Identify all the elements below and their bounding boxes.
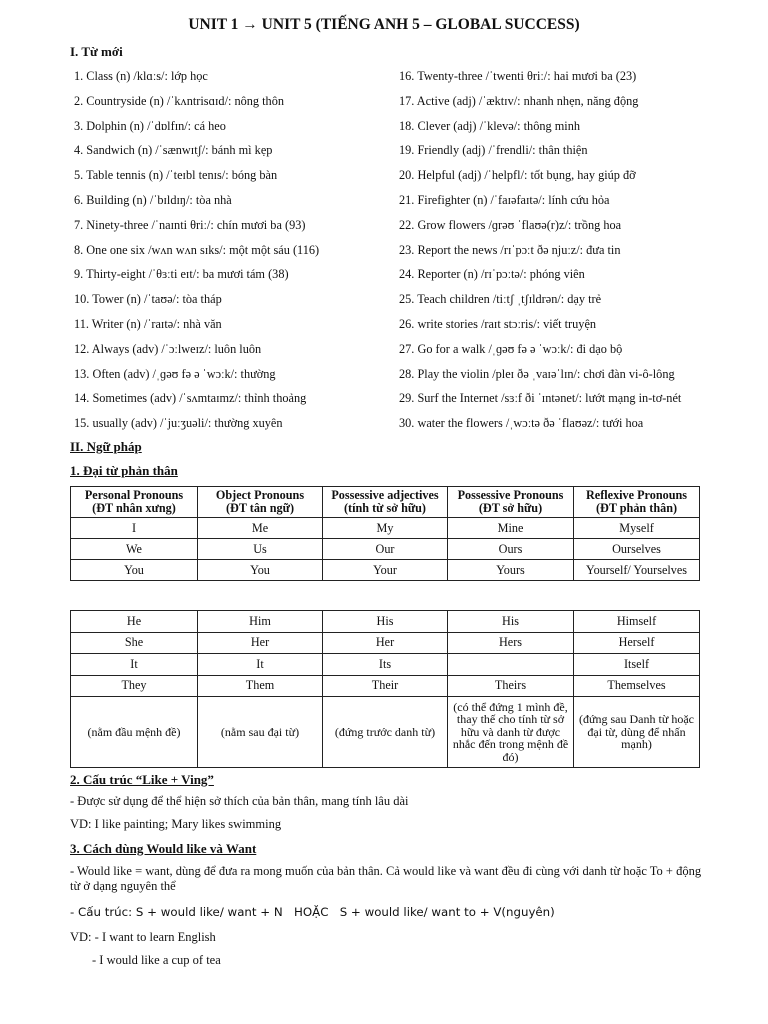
table-cell: Theirs [448,675,574,697]
vocab-item: 10. Tower (n) /ˈtaʊə/: tòa tháp [74,292,222,307]
header-label: Personal Pronouns [84,488,184,502]
vocab-item: 15. usually (adv) /ˈjuːʒuəli/: thường xuyên [74,416,283,431]
table-cell: His [448,611,574,633]
table-cell: Her [323,632,448,654]
table-cell: He [71,611,198,633]
table-cell: She [71,632,198,654]
would-like-example-1: VD: - I want to learn English [70,930,216,944]
table-cell: It [198,654,323,676]
vocab-list-left [74,64,319,436]
like-ving-example: VD: I like painting; Mary likes swimming [70,817,282,831]
would-like-usage: - Would like = want, dùng để đưa ra mong muốn của bản thân. Cả would like và want đều đi cùng với danh từ hoặc To + động từ ở dạng nguyên thể [70,864,702,893]
header-sublabel: (ĐT tân ngữ) [225,501,295,515]
table-note-cell: (có thể đứng 1 mình đề, thay thế cho tính từ sở hữu và danh từ được nhắc đến trong mệnh đề đó) [448,697,574,768]
vocab-item: 6. Building (n) /ˈbɪldɪŋ/: tòa nhà [74,192,232,207]
table-cell: Themselves [574,675,700,697]
table-note-cell: (nằm sau đại từ) [198,697,323,768]
table-row [71,675,700,697]
header-label: Object Pronouns [215,488,305,502]
table-cell: Herself [574,632,700,654]
like-ving-heading: 2. Cấu trúc “Like + Ving” [70,772,214,787]
table-cell [448,654,574,676]
vocab-item: 7. Ninety-three /ˈnaɪnti θriː/: chín mươi ba (93) [74,217,306,232]
table-row [71,560,700,581]
table-cell: They [71,675,198,697]
table-header-cell [323,487,448,518]
table-cell: You [71,560,198,581]
table-cell: I [71,518,198,539]
table-cell: Yourself/ Yourselves [574,560,700,581]
vocab-list-right [399,64,681,436]
header-label: Reflexive Pronouns [586,488,687,502]
would-like-structure [70,905,710,920]
table-cell: Their [323,675,448,697]
table-header-cell [448,487,574,518]
section-grammar-heading: II. Ngữ pháp [70,439,142,454]
table-cell: Mine [448,518,574,539]
header-sublabel: (ĐT phản thân) [595,501,678,515]
vocab-item: 25. Teach children /tiːtʃ ˌtʃɪldrən/: dạy trẻ [399,292,602,307]
vocab-item: 9. Thirty-eight /ˈθɜːti eɪt/: ba mươi tám (38) [74,267,289,282]
vocab-item: 28. Play the violin /pleɪ ðə ˌvaɪəˈlɪn/: chơi đàn vi-ô-lông [399,366,675,381]
vocab-item: 24. Reporter (n) /rɪˈpɔːtə/: phóng viên [399,267,585,282]
table-cell: Its [323,654,448,676]
table-row [71,539,700,560]
pronoun-table-1 [70,486,700,581]
table-cell: Your [323,560,448,581]
section-vocabulary-heading: I. Từ mới [70,44,123,59]
structure-text: - Cấu trúc: S + would like/ want + N HOẶC S + would like/ want to + V(nguyên) [70,905,555,919]
vocab-item: 14. Sometimes (adv) /ˈsʌmtaɪmz/: thỉnh thoảng [74,391,307,406]
vocab-item: 1. Class (n) /klɑːs/: lớp học [74,69,208,83]
table-cell: You [198,560,323,581]
table-cell: Him [198,611,323,633]
header-sublabel: (ĐT sở hữu) [478,501,543,515]
would-like-want-heading: 3. Cách dùng Would like và Want [70,841,257,856]
reflexive-pronouns-heading: 1. Đại từ phản thân [70,463,178,478]
table-note-cell: (nằm đầu mệnh đề) [71,697,198,768]
table-row [71,518,700,539]
table-cell: Himself [574,611,700,633]
table-cell: My [323,518,448,539]
table-row [71,611,700,633]
table-header-cell [198,487,323,518]
header-label: Possessive Pronouns [457,488,564,502]
vocab-item: 21. Firefighter (n) /ˈfaɪəfaɪtə/: lính cứu hỏa [399,192,610,207]
table-cell: Our [323,539,448,560]
table-cell: Hers [448,632,574,654]
vocab-item: 2. Countryside (n) /ˈkʌntrisɑɪd/: nông thôn [74,93,285,108]
table-cell: Her [198,632,323,654]
vocab-item: 3. Dolphin (n) /ˈdɒlfɪn/: cá heo [74,118,226,133]
table-row [71,632,700,654]
vocab-item: 30. water the flowers /ˌwɔːtə ðə ˈflaʊəz/: tưới hoa [399,416,644,431]
vocab-item: 12. Always (adv) /ˈɔːlweɪz/: luôn luôn [74,341,262,356]
vocab-item: 26. write stories /raɪt stɔːris/: viết truyện [399,316,597,331]
table-cell: Itself [574,654,700,676]
table-header-cell [574,487,700,518]
table-header-cell [71,487,198,518]
table-cell: We [71,539,198,560]
vocab-item: 19. Friendly (adj) /ˈfrendli/: thân thiện [399,143,588,158]
vocab-item: 4. Sandwich (n) /ˈsænwɪtʃ/: bánh mì kẹp [74,143,273,158]
vocab-item: 29. Surf the Internet /sɜːf ði ˈɪntənet/: lướt mạng in-tơ-nét [399,391,682,406]
page-title: UNIT 1 → UNIT 5 (TIẾNG ANH 5 – GLOBAL SUCCESS) [188,16,580,33]
pronoun-table-2 [70,610,700,768]
would-like-example-2: - I would like a cup of tea [92,953,221,967]
like-ving-usage: - Được sử dụng để thể hiện sở thích của bản thân, mang tính lâu dài [70,794,409,808]
vocab-item: 5. Table tennis (n) /ˈteɪbl tenɪs/: bóng bàn [74,168,278,183]
table-cell: Ours [448,539,574,560]
vocab-item: 11. Writer (n) /ˈraɪtə/: nhà văn [74,316,222,331]
table-cell: Yours [448,560,574,581]
table-cell: Ourselves [574,539,700,560]
table-note-cell: (đứng sau Danh từ hoặc đại từ, dùng để nhấn mạnh) [574,697,700,768]
vocab-item: 8. One one six /wʌn wʌn sɪks/: một một sáu (116) [74,242,320,257]
table-row [71,654,700,676]
vocab-item: 17. Active (adj) /ˈæktɪv/: nhanh nhẹn, năng động [399,93,639,108]
table-note-cell: (đứng trước danh từ) [323,697,448,768]
table-cell: Myself [574,518,700,539]
pronoun-table-header [71,487,700,518]
vocab-item: 27. Go for a walk /ˌɡəʊ fə ə ˈwɔːk/: đi dạo bộ [399,341,623,356]
table-cell: Me [198,518,323,539]
vocab-item: 22. Grow flowers /ɡrəʊ ˈflaʊə(r)z/: trồng hoa [399,217,622,232]
table-cell: Them [198,675,323,697]
table-cell: It [71,654,198,676]
table-cell: Us [198,539,323,560]
vocab-item: 18. Clever (adj) /ˈklevə/: thông minh [399,118,580,133]
vocab-item: 16. Twenty-three /ˈtwenti θriː/: hai mươi ba (23) [399,69,637,83]
vocab-item: 20. Helpful (adj) /ˈhelpfl/: tốt bụng, hay giúp đỡ [399,168,636,183]
vocab-item: 23. Report the news /rɪˈpɔːt ðə njuːz/: đưa tin [399,242,621,257]
header-label: Possessive adjectives [331,488,439,502]
header-sublabel: (ĐT nhân xưng) [92,501,176,515]
vocab-item: 13. Often (adv) /ˌɡəʊ fə ə ˈwɔːk/: thường [74,366,276,381]
table-notes-row [71,697,700,768]
header-sublabel: (tính từ sở hữu) [344,501,426,515]
table-cell: His [323,611,448,633]
